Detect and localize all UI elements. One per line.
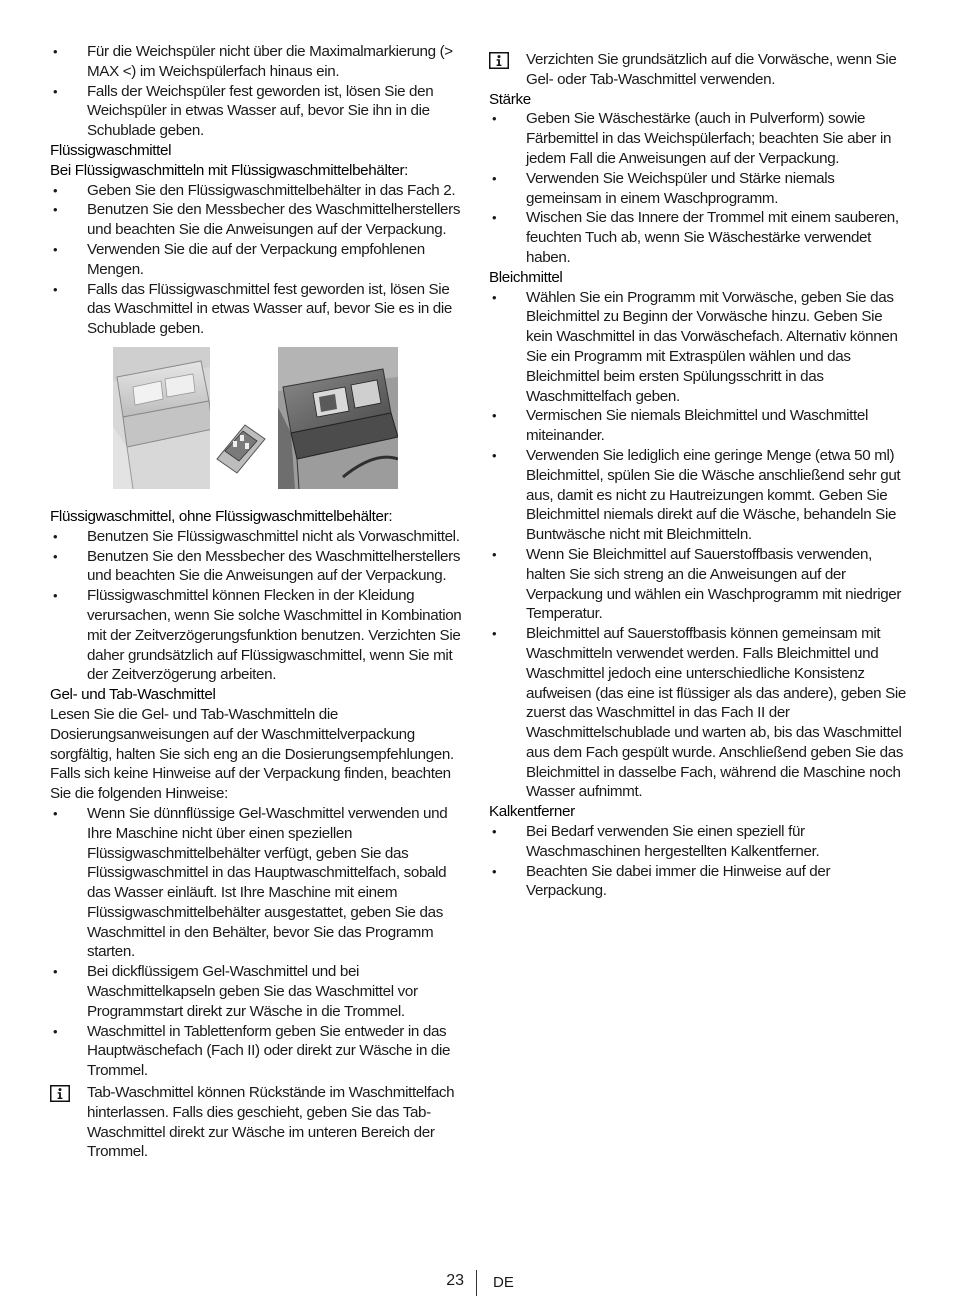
bullet-glyph: • [53, 202, 58, 218]
bullet-text: Verwenden Sie die auf der Verpackung empfohlenen Mengen. [87, 240, 425, 278]
bullet-glyph: • [492, 210, 497, 226]
bullet-glyph: • [492, 863, 497, 879]
bullet-glyph: • [53, 1023, 58, 1039]
bullet-glyph: • [53, 83, 58, 99]
bullet-item [50, 240, 470, 280]
info-icon [489, 52, 509, 69]
bullet-item [489, 288, 909, 407]
bullet-text: Für die Weichspüler nicht über die Maximalmarkierung (> MAX <) im Weichspülerfach hinaus ein. [87, 43, 453, 80]
bullet-item [50, 804, 470, 962]
info-icon [50, 1085, 70, 1102]
bullet-text: Benutzen Sie Flüssigwaschmittel nicht als Vorwaschmittel. [87, 527, 460, 545]
intro-bullet-list [50, 42, 470, 141]
liquid-with-container-list [50, 181, 470, 339]
liquid-without-container-list [50, 527, 470, 685]
bullet-text: Bei Bedarf verwenden Sie einen speziell für Waschmaschinen hergestellten Kalkentferner. [526, 823, 820, 860]
bullet-glyph: • [492, 824, 497, 840]
detergent-drawer-illustration [50, 347, 470, 489]
gel-tab-paragraph: Lesen Sie die Gel- und Tab-Waschmitteln die Dosierungsanweisungen auf der Waschmittelverpackung sorgfältig, halten Sie sich eng an die Dosierungsempfehlungen. Falls sich keine Hinweise auf der Verpackung finden, beachten Sie die folgenden Hinweise: [50, 705, 454, 803]
bullet-glyph: • [53, 964, 58, 980]
bullet-item [50, 527, 470, 547]
bullet-text: Vermischen Sie niemals Bleichmittel und Waschmittel miteinander. [526, 407, 869, 445]
bullet-text: Wenn Sie Bleichmittel auf Sauerstoffbasis verwenden, halten Sie sich streng an die Anweisungen auf der Verpackung und wählen ein Waschprogramm mit niedriger Temperatur. [526, 545, 902, 623]
bullet-glyph: • [53, 548, 58, 564]
descaler-heading: Kalkentferner [489, 803, 575, 821]
bullet-glyph: • [53, 241, 58, 257]
bullet-text: Wischen Sie das Innere der Trommel mit einem sauberen, feuchten Tuch ab, wenn Sie Wäschestärke verwendet haben. [526, 209, 899, 266]
prewash-note-text: Verzichten Sie grundsätzlich auf die Vorwäsche, wenn Sie Gel- oder Tab-Waschmittel verwenden. [526, 51, 897, 88]
bullet-item [489, 822, 909, 862]
bullet-text: Geben Sie Wäschestärke (auch in Pulverform) sowie Färbemittel in das Weichspülerfach; beachten Sie aber in jedem Fall die Anweisungen auf der Verpackung. [526, 110, 892, 167]
bullet-glyph: • [492, 170, 497, 186]
bullet-text: Waschmittel in Tablettenform geben Sie entweder in das Hauptwäschefach (Fach II) oder direkt zur Wäsche in die Trommel. [87, 1022, 451, 1080]
bullet-item [489, 624, 909, 802]
bullet-item [50, 547, 470, 587]
bullet-item [489, 208, 909, 267]
bullet-glyph: • [492, 546, 497, 562]
left-column [50, 42, 470, 1162]
bullet-item [50, 586, 470, 685]
bullet-text: Wenn Sie dünnflüssige Gel-Waschmittel verwenden und Ihre Maschine nicht über einen speziellen Flüssigwaschmittelbehälter verfügt, geben Sie das Flüssigwaschmittel in das Hauptwaschmittelfach, sobald das Wasser einläuft. Ist Ihre Maschine mit einem Flüssigwaschmittelbehälter ausgestattet, geben Sie das Waschmittel in den Behälter, bevor Sie das Programm starten. [87, 804, 448, 961]
bullet-text: Bei dickflüssigem Gel-Waschmittel und bei Waschmittelkapseln geben Sie das Waschmittel vor Programmstart direkt zur Wäsche in die Trommel. [87, 963, 418, 1020]
bullet-text: Bleichmittel auf Sauerstoffbasis können gemeinsam mit Waschmitteln verwendet werden. Falls Bleichmittel und Waschmittel jedoch eine unterschiedliche Konsistenz aufweisen (das eine ist flüssiger als das andere), geben Sie zuerst das Waschmittel in das Fach II der Waschmittelschublade und warten ab, bis das Waschmittel aus dem Fach gespült wurde. Anschließend geben Sie das Bleichmittel in dasselbe Fach, während die Maschine noch Wasser aufnimmt. [526, 625, 907, 801]
bullet-text: Verwenden Sie lediglich eine geringe Menge (etwa 50 ml) Bleichmittel, spülen Sie die Wäsche anschließend sehr gut aus, damit es nicht zu Hautreizungen kommt. Geben Sie Bleichmittel niemals direkt auf die Wäsche, behandeln Sie Buntwäsche nicht mit Bleichmitteln. [526, 446, 901, 544]
descaler-list [489, 822, 909, 901]
prewash-note [489, 50, 909, 90]
bullet-text: Beachten Sie dabei immer die Hinweise auf der Verpackung. [526, 862, 831, 900]
bullet-glyph: • [53, 528, 58, 544]
bullet-text: Verwenden Sie Weichspüler und Stärke niemals gemeinsam in einem Waschprogramm. [526, 169, 835, 207]
bullet-text: Flüssigwaschmittel können Flecken in der Kleidung verursachen, wenn Sie solche Waschmittel in Kombination mit der Zeitverzögerungsfunktion benutzen. Verzichten Sie daher grundsätzlich auf Flüssigwaschmittel, wenn Sie mit der Zeitverzögerung arbeiten. [87, 587, 462, 684]
page-footer [0, 1270, 954, 1298]
bullet-item [489, 109, 909, 168]
bleach-heading: Bleichmittel [489, 268, 563, 286]
liquid-with-container-heading: Bei Flüssigwaschmitteln mit Flüssigwaschmittelbehälter: [50, 161, 409, 179]
bullet-item [50, 82, 470, 141]
bullet-item [50, 1022, 470, 1081]
starch-list [489, 109, 909, 267]
bullet-glyph: • [53, 281, 58, 297]
bullet-glyph: • [492, 408, 497, 424]
bullet-item [50, 200, 470, 240]
bullet-text: Falls das Flüssigwaschmittel fest geworden ist, lösen Sie das Waschmittel in etwas Wasser auf, bevor Sie es in die Schublade geben. [87, 280, 453, 338]
page-number: 23 [446, 1272, 464, 1289]
bullet-item [50, 962, 470, 1021]
bullet-glyph: • [492, 626, 497, 642]
bullet-text: Wählen Sie ein Programm mit Vorwäsche, geben Sie das Bleichmittel zu Beginn der Vorwäsche hinzu. Geben Sie kein Waschmittel in das Vorwäschefach. Alternativ können Sie ein Programm mit Extraspülen wählen und das Bleichmittel beim ersten Spülungsschritt in das Waschmittelfach geben. [526, 288, 898, 405]
bullet-text: Benutzen Sie den Messbecher des Waschmittelherstellers und beachten Sie die Anweisungen auf der Verpackung. [87, 547, 461, 585]
bullet-glyph: • [53, 182, 58, 198]
gel-tab-list [50, 804, 470, 1081]
gel-tab-heading: Gel- und Tab-Waschmittel [50, 686, 216, 704]
bullet-item [489, 545, 909, 624]
bullet-glyph: • [492, 111, 497, 127]
tab-residue-note-text: Tab-Waschmittel können Rückstände im Waschmittelfach hinterlassen. Falls dies geschieht, geben Sie das Tab-Waschmittel direkt zur Wäsche im unteren Bereich der Trommel. [87, 1084, 455, 1161]
bullet-glyph: • [53, 588, 58, 604]
bullet-glyph: • [492, 447, 497, 463]
liquid-without-container-heading: Flüssigwaschmittel, ohne Flüssigwaschmittelbehälter: [50, 507, 393, 525]
bullet-text: Geben Sie den Flüssigwaschmittelbehälter in das Fach 2. [87, 181, 456, 199]
language-code: DE [493, 1274, 514, 1291]
liquid-detergent-heading: Flüssigwaschmittel [50, 141, 172, 159]
bullet-item [489, 862, 909, 902]
bleach-list [489, 288, 909, 803]
bullet-item [489, 446, 909, 545]
tab-residue-note [50, 1083, 470, 1162]
bullet-item [489, 406, 909, 446]
bullet-item [50, 181, 470, 201]
bullet-item [50, 280, 470, 339]
starch-heading: Stärke [489, 90, 531, 108]
bullet-text: Benutzen Sie den Messbecher des Waschmittelherstellers und beachten Sie die Anweisungen auf der Verpackung. [87, 201, 461, 239]
bullet-item [50, 42, 470, 82]
bullet-glyph: • [492, 289, 497, 305]
right-column [489, 42, 909, 901]
bullet-glyph: • [53, 805, 58, 821]
footer-divider [476, 1270, 477, 1296]
bullet-text: Falls der Weichspüler fest geworden ist, lösen Sie den Weichspüler in etwas Wasser auf, bevor Sie ihn in die Schublade geben. [87, 82, 434, 140]
bullet-item [489, 169, 909, 209]
detergent-drawer-drawing [113, 347, 398, 489]
bullet-glyph: • [53, 44, 58, 59]
